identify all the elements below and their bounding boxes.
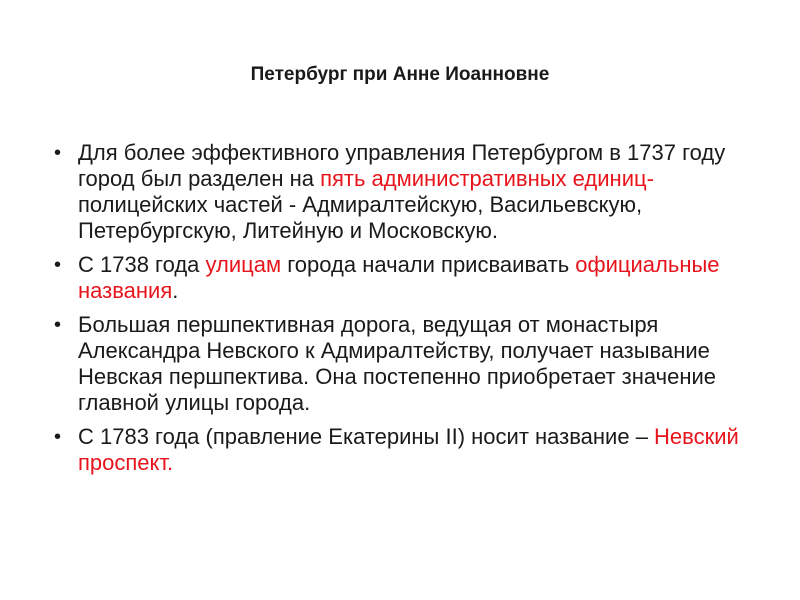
bullet-text: полицейских частей - Адмиралтейскую, Васильевскую, Петербургскую, Литейную и Московскую. <box>78 192 643 243</box>
highlighted-text: Невский проспект. <box>78 424 739 475</box>
bullet-icon: • <box>54 314 62 336</box>
highlighted-text: пять административных единиц- <box>320 166 654 191</box>
bullet-list <box>50 140 750 484</box>
bullet-icon: • <box>54 254 62 276</box>
bullet-text: . <box>172 278 179 303</box>
bullet-text: Для более эффективного управления Петербургом в 1737 году город был разделен на <box>78 140 726 191</box>
bullet-item-3 <box>50 312 750 416</box>
bullet-text: С 1783 года (правление Екатерины II) носит название – <box>78 424 655 449</box>
highlighted-text: улицам <box>205 252 282 277</box>
slide-title: Петербург при Анне Иоанновне <box>250 64 550 85</box>
bullet-text: Большая першпективная дорога, ведущая от монастыря Александра Невского к Адмиралтейству, получает называние Невская першпектива. Она постепенно приобретает значение главной улицы города. <box>78 312 716 415</box>
bullet-text: С 1738 года <box>78 252 206 277</box>
bullet-icon: • <box>54 142 62 164</box>
bullet-text: города начали присваивать <box>281 252 576 277</box>
bullet-icon: • <box>54 426 62 448</box>
bullet-item-2 <box>50 252 750 304</box>
bullet-item-4 <box>50 424 750 476</box>
bullet-item-1 <box>50 140 750 244</box>
highlighted-text: официальные названия <box>78 252 720 303</box>
